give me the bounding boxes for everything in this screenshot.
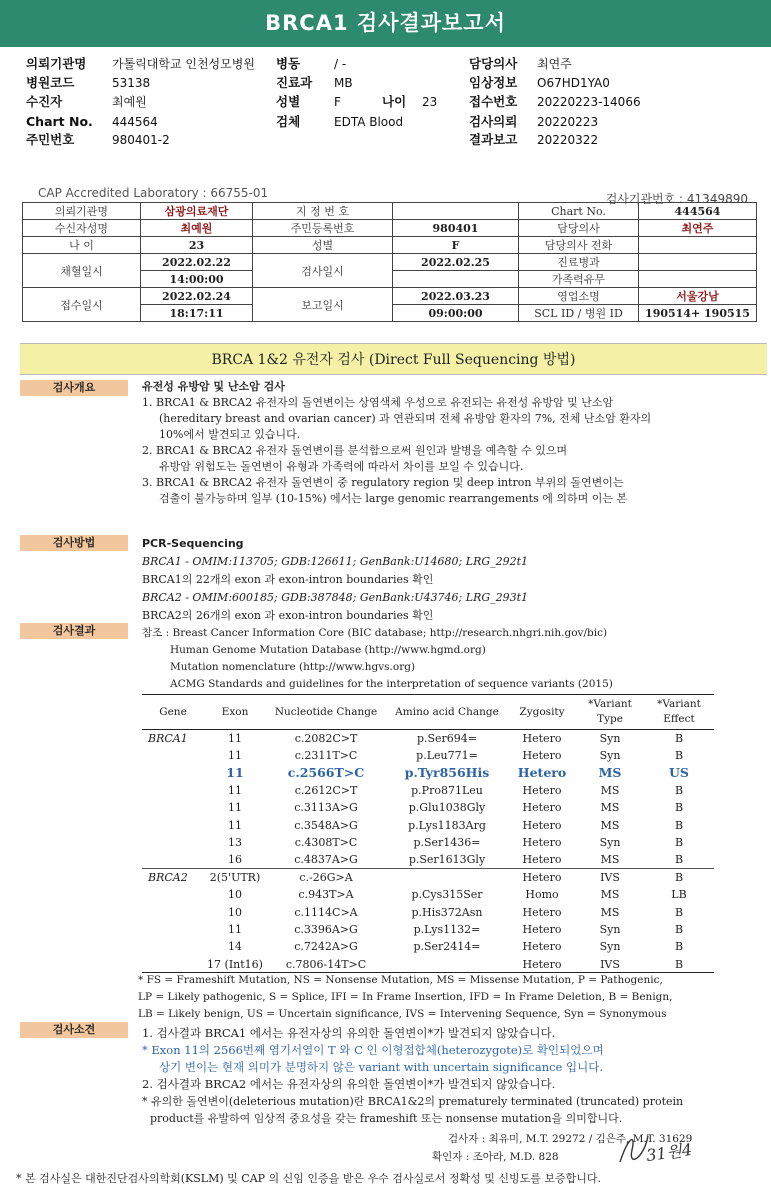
col-zygosity: Zygosity <box>508 695 576 730</box>
variant-cell <box>142 938 204 955</box>
col-variant-type: *Variant Type <box>576 695 644 730</box>
col-variant-effect: *Variant Effect <box>644 695 714 730</box>
variant-cell: c.2612C>T <box>294 783 358 797</box>
specimen-label: 검체 <box>276 114 301 129</box>
variant-cell: p.Lys1183Arg <box>408 818 486 832</box>
overview-line: 10%에서 발견되고 있습니다. <box>159 428 301 441</box>
variant-cell: B <box>644 869 714 886</box>
variant-cell: 11 <box>228 801 242 815</box>
references <box>142 625 762 693</box>
result-section-label: 검사결과 <box>20 623 128 639</box>
variant-row <box>142 799 714 816</box>
report-info-table <box>22 202 757 322</box>
variant-cell: Hetero <box>522 905 562 919</box>
opinion-line: * 유의한 돌연변이(deleterious mutation)란 BRCA1&2의 prematurely terminated (truncated) protein <box>142 1095 684 1108</box>
test-date: 2022.02.25 <box>393 254 519 271</box>
variant-cell: p.Leu771= <box>416 749 478 763</box>
variant-cell: B <box>674 922 684 936</box>
variant-row <box>142 938 714 955</box>
info-cell: 최연주 <box>639 220 757 237</box>
variant-cell: 13 <box>228 836 242 850</box>
reference-line: 참조 : Breast Cancer Information Core (BIC database; http://research.nhgri.nih.gov/bic) <box>142 627 608 639</box>
opinion-text <box>142 1025 762 1127</box>
request-label: 검사의뢰 <box>469 114 518 129</box>
reportdt-date: 2022.03.23 <box>393 288 519 305</box>
variant-cell: Hetero <box>522 801 562 815</box>
footer-note: * 본 검사실은 대한진단검사의학회(KSLM) 및 CAP 의 신임 인증을 받은 우수 검사실로서 정확성 및 신빙도를 보증합니다. <box>16 1172 602 1185</box>
tester-line: 검사자 : 최유미, M.T. 29272 / 김은주, M.T. 31629 <box>448 1133 693 1145</box>
report-date-label: 결과보고 <box>469 132 518 147</box>
overview-line: 유전성 유방암 및 난소암 검사 <box>142 380 285 393</box>
branch-value: 서울강남 <box>639 288 757 305</box>
variant-cell <box>142 782 204 799</box>
signature: 31원4 <box>645 1139 694 1166</box>
institution-label: 의뢰기관명 <box>26 56 87 71</box>
reference-line: Mutation nomenclature (http://www.hgvs.org) <box>170 661 416 673</box>
variant-cell <box>386 956 508 973</box>
doctor-value: 최연주 <box>537 57 572 71</box>
col-nucleotide: Nucleotide Change <box>266 695 386 730</box>
variant-row <box>142 851 714 868</box>
variant-cell: 11 <box>228 818 242 832</box>
overview-line: 2. BRCA1 & BRCA2 유전자 돌연변이를 분석함으로써 원인과 발병을 예측할 수 있으며 <box>142 444 568 457</box>
confirmer-line: 확인자 : 조아라, M.D. 828 <box>432 1151 559 1163</box>
variant-cell: Hetero <box>522 853 562 867</box>
variant-cell <box>142 851 204 868</box>
variant-rows <box>142 730 714 973</box>
info-cell: 삼광의료재단 <box>141 203 253 220</box>
specimen-value: EDTA Blood <box>334 115 404 129</box>
variant-row <box>142 730 714 747</box>
variant-cell: MS <box>600 818 620 832</box>
variant-cell: c.3396A>G <box>294 922 358 936</box>
reference-line: Human Genome Mutation Database (http://www.hgmd.org) <box>170 644 486 656</box>
info-cell <box>639 237 757 254</box>
overview-line: (hereditary breast and ovarian cancer) 과 연관되며 전체 유방암 환자의 7%, 전체 난소암 환자의 <box>159 412 652 425</box>
patient-label: 수진자 <box>26 94 63 109</box>
col-exon: Exon <box>204 695 266 730</box>
variant-cell: Syn <box>599 731 621 745</box>
variant-cell <box>142 764 204 781</box>
variant-cell <box>142 747 204 764</box>
variant-cell: Syn <box>599 836 621 850</box>
variant-cell: B <box>674 801 684 815</box>
variant-cell: p.Ser2414= <box>413 940 481 954</box>
variant-cell: p.Tyr856His <box>404 765 490 781</box>
variant-cell: c.-26G>A <box>266 869 386 886</box>
variant-cell <box>386 869 508 886</box>
test-title-bar: BRCA 1&2 유전자 검사 (Direct Full Sequencing 방법) <box>20 343 767 375</box>
scanned-report <box>18 180 766 1180</box>
chart-value: 444564 <box>112 115 158 129</box>
variant-row <box>142 764 714 781</box>
collect-label: 채혈일시 <box>23 254 141 288</box>
variant-row <box>142 816 714 833</box>
variant-cell: B <box>674 905 684 919</box>
method-section-label: 검사방법 <box>20 535 128 551</box>
legend-line: LP = Likely pathogenic, S = Splice, IFI = In Frame Insertion, IFD = In Frame Deletion, B = Benign, <box>138 991 673 1003</box>
variant-cell: B <box>674 836 684 850</box>
variant-row <box>142 903 714 920</box>
info-cell: 980401 <box>393 220 519 237</box>
variant-cell: 10 <box>228 905 242 919</box>
method-text <box>142 535 762 625</box>
family-label: 가족력유무 <box>519 271 639 288</box>
info-cell: 담당의사 <box>519 220 639 237</box>
hospital-code-value: 53138 <box>112 76 151 90</box>
variant-cell: Syn <box>599 940 621 954</box>
variant-row <box>142 886 714 903</box>
variant-cell: B <box>644 956 714 973</box>
variant-legend <box>138 972 758 1023</box>
variant-cell: Hetero <box>522 731 562 745</box>
info-cell <box>393 203 519 220</box>
report-date-value: 20220322 <box>537 133 599 147</box>
branch-label: 영업소명 <box>519 288 639 305</box>
opinion-line: 1. 검사결과 BRCA1 에서는 유전자상의 유의한 돌연변이*가 발견되지 않았습니다. <box>142 1026 556 1040</box>
variant-cell: Hetero <box>522 818 562 832</box>
variant-cell <box>142 799 204 816</box>
variant-cell: MS <box>598 765 622 781</box>
variant-cell <box>142 903 204 920</box>
collect-time: 14:00:00 <box>141 271 253 288</box>
variant-cell: BRCA2 <box>142 869 204 886</box>
doctor-label: 담당의사 <box>469 56 518 71</box>
method-line: BRCA1 - OMIM:113705; GDB:126611; GenBank:U14680; LRG_292t1 <box>142 555 529 568</box>
reportdt-time: 09:00:00 <box>393 305 519 322</box>
info-cell: 의뢰기관명 <box>23 203 141 220</box>
variant-cell: Syn <box>599 749 621 763</box>
variant-cell: p.Pro871Leu <box>411 783 483 797</box>
legend-line: * FS = Frameshift Mutation, NS = Nonsense Mutation, MS = Missense Mutation, P = Pathogenic, <box>138 974 663 986</box>
variant-cell: Hetero <box>522 940 562 954</box>
variant-cell: MS <box>600 783 620 797</box>
patient-value: 최예원 <box>112 95 147 109</box>
variant-cell: c.943T>A <box>298 888 354 902</box>
opinion-line: 2. 검사결과 BRCA2 에서는 유전자상의 유의한 돌연변이*가 발견되지 않았습니다. <box>142 1077 556 1091</box>
variant-cell: Hetero <box>522 783 562 797</box>
variant-cell: MS <box>600 888 620 902</box>
variant-cell <box>142 921 204 938</box>
test-label: 검사일시 <box>253 254 393 288</box>
variant-row <box>142 747 714 764</box>
variant-cell: 16 <box>228 853 242 867</box>
variant-cell: c.3548A>G <box>294 818 358 832</box>
variant-cell: B <box>674 783 684 797</box>
variant-row <box>142 834 714 851</box>
info-cell: F <box>393 237 519 254</box>
variant-cell: Hetero <box>522 749 562 763</box>
recv-time: 18:17:11 <box>141 305 253 322</box>
variant-cell: Homo <box>525 888 559 902</box>
overview-section-label: 검사개요 <box>20 380 128 396</box>
variant-cell: B <box>674 940 684 954</box>
age-label: 나이 <box>382 94 407 109</box>
variant-row <box>142 869 714 886</box>
test-time-empty <box>393 271 519 288</box>
variant-cell: BRCA1 <box>148 731 188 745</box>
accession-number: 검사기관번호 : 41349890 <box>605 192 748 206</box>
variant-cell: p.Lys1132= <box>413 922 481 936</box>
institution-value: 가톨릭대학교 인천성모병원 <box>112 57 255 71</box>
variant-cell: c.2311T>C <box>294 749 358 763</box>
legend-line: LB = Likely benign, US = Uncertain significance, IVS = Intervening Sequence, Syn = Synonymous <box>138 1008 667 1020</box>
variant-cell: US <box>669 765 689 781</box>
variant-cell: 11 <box>226 765 244 781</box>
variant-cell: c.7242A>G <box>294 940 358 954</box>
col-gene: Gene <box>142 695 204 730</box>
variant-table <box>142 694 714 973</box>
variant-cell <box>142 834 204 851</box>
variant-cell <box>142 956 204 973</box>
scl-label: SCL ID / 병원 ID <box>519 305 639 322</box>
info-cell: 성별 <box>253 237 393 254</box>
variant-cell: MS <box>600 905 620 919</box>
age-value: 23 <box>422 95 438 109</box>
info-cell: 최예원 <box>141 220 253 237</box>
variant-cell: c.1114C>A <box>294 905 358 919</box>
info-cell: 담당의사 전화 <box>519 237 639 254</box>
cap-accreditation: CAP Accredited Laboratory : 66755-01 <box>38 186 269 200</box>
report-title-banner: BRCA1 검사결과보고서 <box>0 0 771 47</box>
hospital-code-label: 병원코드 <box>26 75 75 90</box>
variant-cell: c.7806-14T>C <box>266 956 386 973</box>
receipt-value: 20220223-14066 <box>537 95 641 109</box>
variant-cell: p.Ser694= <box>416 731 478 745</box>
method-line: BRCA1의 22개의 exon 과 exon-intron boundaries 확인 <box>142 573 434 586</box>
overview-line: 유방암 위험도는 돌연변이 유형과 가족력에 따라서 차이를 보일 수 있습니다. <box>159 460 524 473</box>
rrn-value: 980401-2 <box>112 133 170 147</box>
dept-value-cell <box>639 254 757 271</box>
variant-row <box>142 782 714 799</box>
info-cell: 23 <box>141 237 253 254</box>
overview-line: 3. BRCA1 & BRCA2 유전자 돌연변이 중 regulatory region 및 deep intron 부위의 돌연변이는 <box>142 476 624 489</box>
recv-date: 2022.02.24 <box>141 288 253 305</box>
method-line: PCR-Sequencing <box>142 537 244 550</box>
variant-cell: c.2566T>C <box>287 765 365 781</box>
dept-label-cell: 진료병과 <box>519 254 639 271</box>
overview-text <box>142 379 762 507</box>
info-cell: 444564 <box>639 203 757 220</box>
variant-cell: B <box>674 853 684 867</box>
reference-line: ACMG Standards and guidelines for the interpretation of sequence variants (2015) <box>170 678 613 690</box>
variant-cell: p.Glu1038Gly <box>408 801 486 815</box>
col-amino: Amino acid Change <box>386 695 508 730</box>
opinion-line: 상기 변이는 현재 의미가 분명하지 않은 variant with uncertain significance 입니다. <box>159 1060 604 1074</box>
variant-row <box>142 921 714 938</box>
variant-row <box>142 956 714 973</box>
method-line: BRCA2 - OMIM:600185; GDB:387848; GenBank:U43746; LRG_293t1 <box>142 591 529 604</box>
dept-label: 진료과 <box>276 75 313 90</box>
rrn-label: 주민번호 <box>26 132 75 147</box>
variant-cell: c.2082C>T <box>294 731 358 745</box>
variant-cell: MS <box>600 853 620 867</box>
variant-cell: 17 (Int16) <box>204 956 266 973</box>
opinion-section-label: 검사소견 <box>20 1022 128 1038</box>
info-cell: 나 이 <box>23 237 141 254</box>
variant-cell: 14 <box>228 940 242 954</box>
variant-cell: IVS <box>576 956 644 973</box>
variant-cell <box>142 816 204 833</box>
signature-stroke <box>614 1128 654 1168</box>
reportdt-label: 보고일시 <box>253 288 393 322</box>
overview-line: 검출이 불가능하며 일부 (10-15%) 에서는 large genomic rearrangements 에 의하며 이는 본 <box>159 492 628 505</box>
sex-label: 성별 <box>276 94 301 109</box>
variant-cell: 11 <box>228 922 242 936</box>
opinion-line: product를 유발하여 임상적 중요성을 갖는 frameshift 또는 nonsense mutation을 의미합니다. <box>150 1112 623 1125</box>
variant-cell: MS <box>600 801 620 815</box>
info-cell: 수신자성명 <box>23 220 141 237</box>
variant-cell: p.His372Asn <box>411 905 483 919</box>
dept-value: MB <box>334 76 353 90</box>
chart-label: Chart No. <box>26 114 93 129</box>
variant-cell: 10 <box>228 888 242 902</box>
variant-cell: 11 <box>228 749 242 763</box>
scl-value: 190514+ 190515 <box>639 305 757 322</box>
clinical-value: O67HD1YA0 <box>537 76 610 90</box>
receipt-label: 접수번호 <box>469 94 518 109</box>
variant-cell: 2(5'UTR) <box>204 869 266 886</box>
opinion-line: * Exon 11의 2566번째 염기서열이 T 와 C 인 이형접합체(heterozygote)로 확인되었으며 <box>142 1043 604 1057</box>
variant-cell: p.Cys315Ser <box>411 888 483 902</box>
variant-cell: c.4308T>C <box>294 836 358 850</box>
request-value: 20220223 <box>537 115 599 129</box>
variant-cell: 11 <box>228 731 242 745</box>
variant-cell: p.Ser1613Gly <box>408 853 486 867</box>
method-line: BRCA2의 26개의 exon 과 exon-intron boundaries 확인 <box>142 609 434 622</box>
sex-value: F <box>334 95 341 109</box>
ward-label: 병동 <box>276 56 301 71</box>
info-cell: 주민등록번호 <box>253 220 393 237</box>
variant-cell: c.3113A>G <box>294 801 358 815</box>
variant-cell: Hetero <box>508 956 576 973</box>
variant-cell <box>142 886 204 903</box>
overview-line: 1. BRCA1 & BRCA2 유전자의 돌연변이는 상염색체 우성으로 유전되는 유전성 유방암 및 난소암 <box>142 396 614 409</box>
variant-cell: p.Ser1436= <box>413 836 481 850</box>
info-cell: Chart No. <box>519 203 639 220</box>
collect-date: 2022.02.22 <box>141 254 253 271</box>
family-value <box>639 271 757 288</box>
clinical-label: 임상정보 <box>469 75 518 90</box>
variant-cell: LB <box>671 888 687 902</box>
variant-cell: c.4837A>G <box>294 853 358 867</box>
ward-value: / - <box>334 57 347 71</box>
variant-cell: 11 <box>228 783 242 797</box>
info-cell: 지 정 번 호 <box>253 203 393 220</box>
recv-label: 접수일시 <box>23 288 141 322</box>
variant-cell: B <box>674 818 684 832</box>
variant-cell: Hetero <box>508 869 576 886</box>
variant-cell: Hetero <box>522 836 562 850</box>
variant-cell: Hetero <box>517 765 567 781</box>
variant-cell: B <box>674 749 684 763</box>
variant-cell: IVS <box>576 869 644 886</box>
variant-cell: Hetero <box>522 922 562 936</box>
variant-cell: Syn <box>599 922 621 936</box>
variant-cell: B <box>674 731 684 745</box>
